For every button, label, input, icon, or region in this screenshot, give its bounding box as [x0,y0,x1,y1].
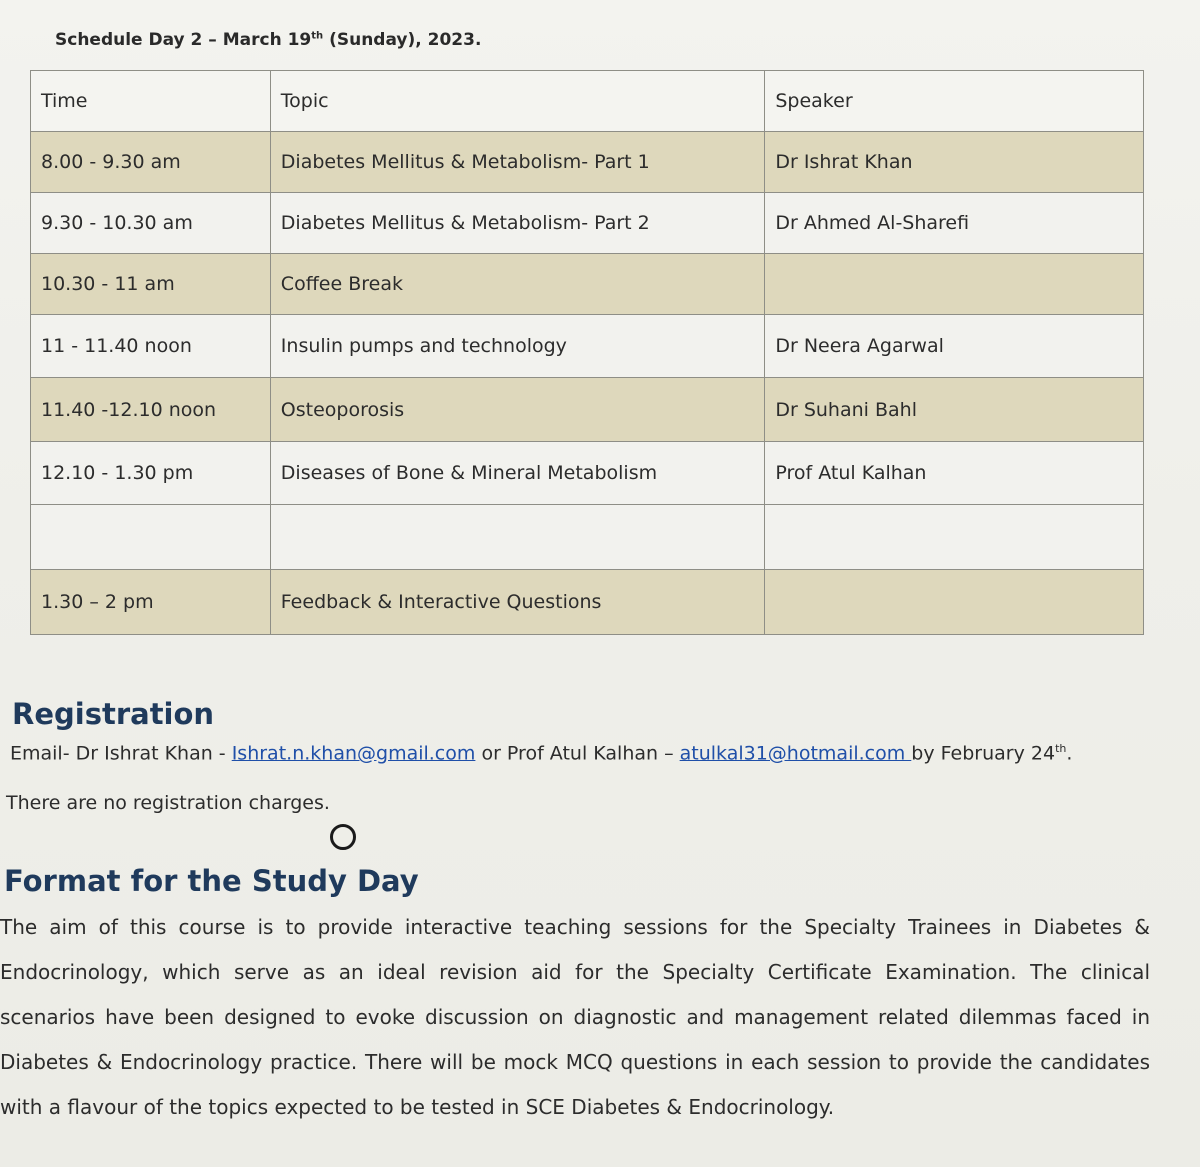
cursor-circle-icon [330,824,356,850]
topic-cell: Diseases of Bone & Mineral Metabolism [270,442,765,505]
schedule-heading [55,30,481,50]
table-row [31,132,1144,193]
speaker-cell: Dr Suhani Bahl [765,378,1144,442]
table-row [31,193,1144,254]
speaker-cell: Prof Atul Kalhan [765,442,1144,505]
topic-cell: Coffee Break [270,254,765,315]
email-link-atul[interactable]: atulkal31@hotmail.com [679,742,912,765]
column-header-topic: Topic [270,71,765,132]
speaker-cell: Dr Ahmed Al-Sharefi [765,193,1144,254]
time-cell [31,505,271,570]
topic-cell [270,505,765,570]
format-paragraph: The aim of this course is to provide interactive teaching sessions for the Specialty Trainees in Diabetes & Endocrinology, which serve as an ideal revision aid for the Specialty Certificate Examination. The clinical scenarios have been designed to evoke discussion on diagnostic and management related dilemmas faced in Diabetes & Endocrinology practice. There will be mock MCQ questions in each session to provide the candidates with a flavour of the topics expected to be tested in SCE Diabetes & Endocrinology. [0,915,1150,1119]
email-deadline-text: by February 24 [911,742,1056,765]
email-link-ishrat[interactable]: Ishrat.n.khan@gmail.com [231,742,476,765]
table-row-empty [31,505,1144,570]
column-header-speaker: Speaker [765,71,1144,132]
speaker-cell [765,570,1144,635]
heading-text-end: (Sunday), 2023. [323,30,482,50]
speaker-cell: Dr Ishrat Khan [765,132,1144,193]
schedule-table [30,70,1144,635]
speaker-cell [765,505,1144,570]
speaker-cell: Dr Neera Agarwal [765,315,1144,378]
speaker-cell [765,254,1144,315]
time-cell: 11 - 11.40 noon [31,315,271,378]
heading-text: Schedule Day 2 – March 19 [55,30,312,50]
topic-cell: Diabetes Mellitus & Metabolism- Part 2 [270,193,765,254]
column-header-time: Time [31,71,271,132]
table-row [31,315,1144,378]
table-row [31,254,1144,315]
time-cell: 10.30 - 11 am [31,254,271,315]
topic-cell: Feedback & Interactive Questions [270,570,765,635]
registration-email-line [10,742,1072,764]
email-prefix-text: Email- Dr Ishrat Khan - [10,742,232,765]
topic-cell: Insulin pumps and technology [270,315,765,378]
time-cell: 11.40 -12.10 noon [31,378,271,442]
table-row [31,442,1144,505]
table-header-row [31,71,1144,132]
table-row [31,570,1144,635]
heading-superscript: th [311,30,324,42]
time-cell: 9.30 - 10.30 am [31,193,271,254]
email-end-text: . [1066,742,1073,765]
topic-cell: Osteoporosis [270,378,765,442]
time-cell: 1.30 – 2 pm [31,570,271,635]
registration-title: Registration [12,697,215,731]
email-middle-text: or Prof Atul Kalhan – [475,742,680,765]
table-row [31,378,1144,442]
time-cell: 8.00 - 9.30 am [31,132,271,193]
topic-cell: Diabetes Mellitus & Metabolism- Part 1 [270,132,765,193]
format-title: Format for the Study Day [4,864,419,898]
registration-charges-text: There are no registration charges. [6,792,330,814]
time-cell: 12.10 - 1.30 pm [31,442,271,505]
deadline-superscript: th [1055,742,1067,755]
